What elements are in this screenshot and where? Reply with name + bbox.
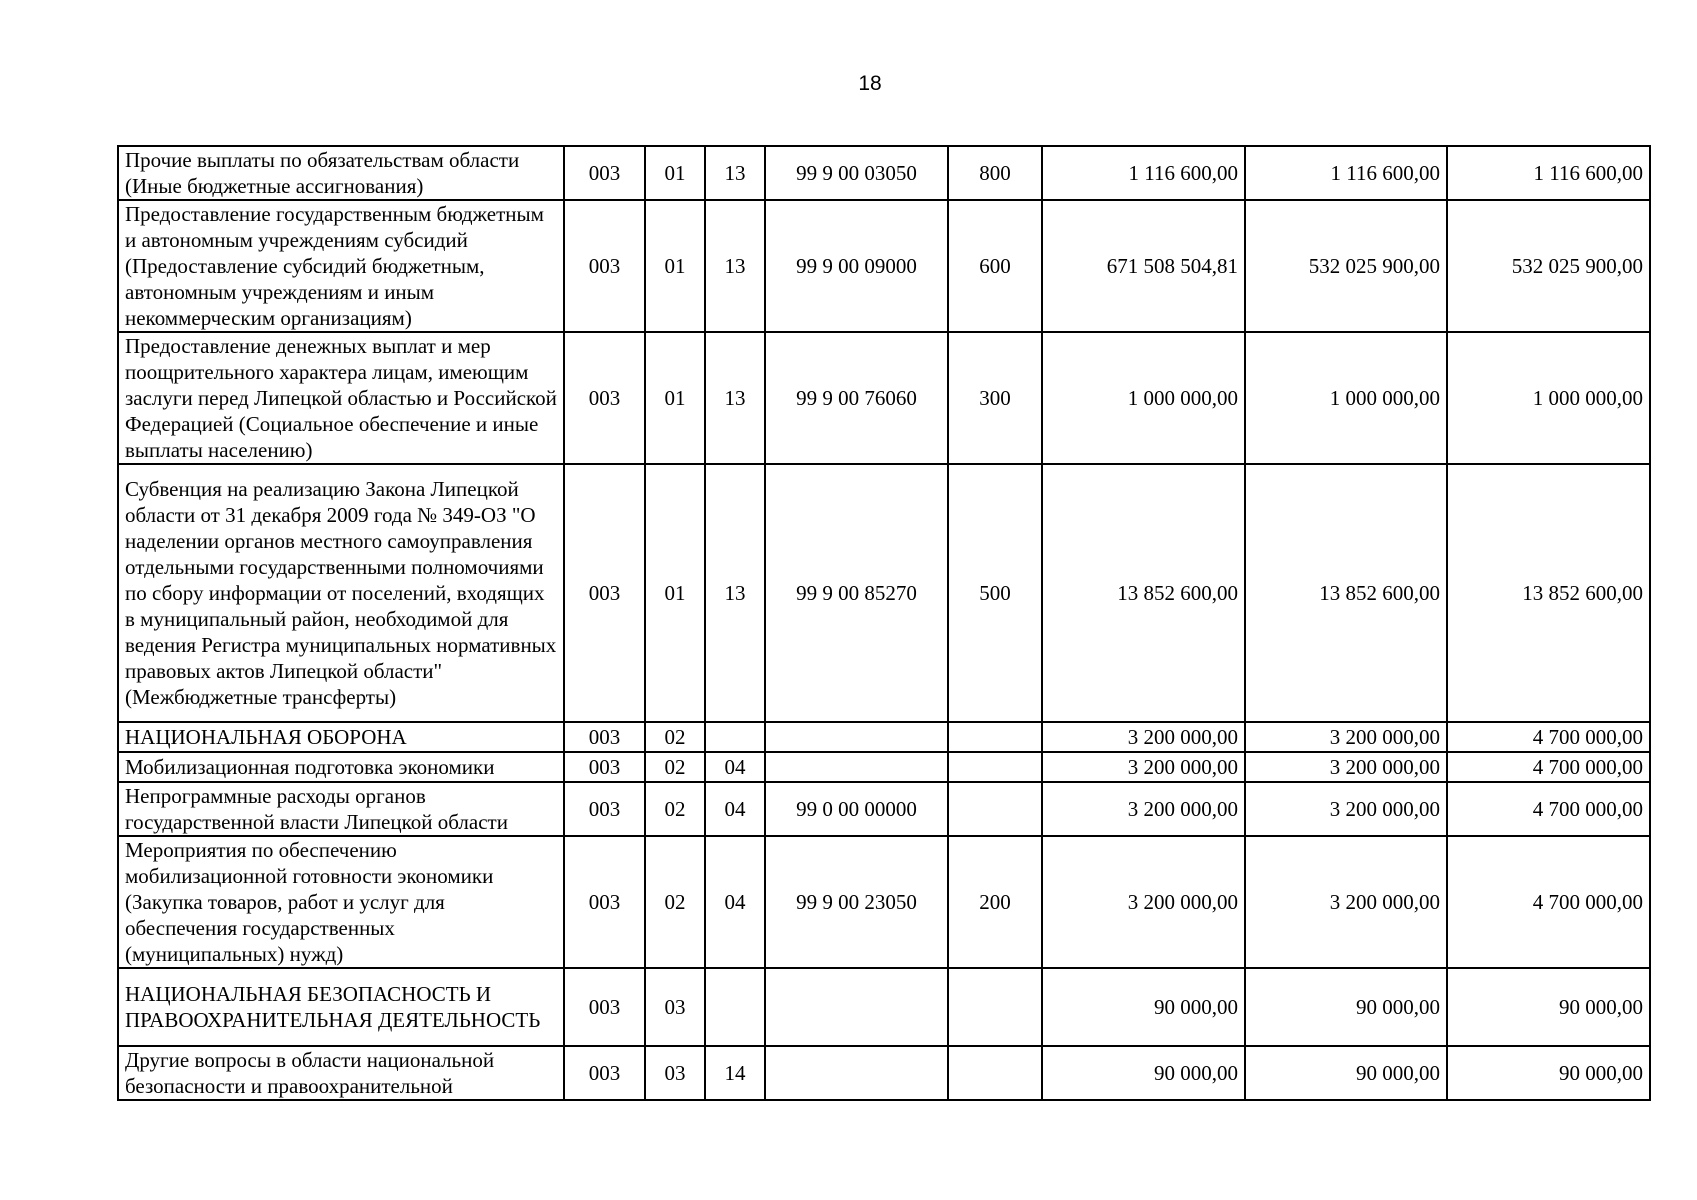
row-sum-1-cell: 3 200 000,00 <box>1042 722 1245 752</box>
row-target-article-cell: 99 9 00 85270 <box>765 464 948 722</box>
row-ved-cell: 003 <box>564 782 645 836</box>
row-subsection-cell: 04 <box>705 836 765 968</box>
page-number: 18 <box>858 72 882 95</box>
row-expense-type-cell <box>948 752 1042 782</box>
row-subsection-cell: 13 <box>705 146 765 200</box>
row-sum-1-cell: 3 200 000,00 <box>1042 782 1245 836</box>
row-target-article-cell: 99 9 00 76060 <box>765 332 948 464</box>
table-row <box>118 200 1650 332</box>
row-name-cell: Мобилизационная подготовка экономики <box>118 752 564 782</box>
row-sum-2-cell: 3 200 000,00 <box>1245 782 1447 836</box>
row-target-article-cell: 99 9 00 03050 <box>765 146 948 200</box>
row-name-cell: Мероприятия по обеспечению мобилизационной готовности экономики (Закупка товаров, работ и услуг для обеспечения государственных (муниципальных) нужд) <box>118 836 564 968</box>
row-sum-3-cell: 1 116 600,00 <box>1447 146 1650 200</box>
table-row <box>118 146 1650 200</box>
row-section-cell: 01 <box>645 332 705 464</box>
row-sum-3-cell: 4 700 000,00 <box>1447 782 1650 836</box>
row-expense-type-cell <box>948 968 1042 1046</box>
table-row <box>118 1046 1650 1100</box>
row-sum-3-cell: 13 852 600,00 <box>1447 464 1650 722</box>
row-name-cell: Субвенция на реализацию Закона Липецкой области от 31 декабря 2009 года № 349-ОЗ "О наделении органов местного самоуправления отдельными государственными полномочиями по сбору информации от поселений, входящих в муниципальный район, необходимой для ведения Регистра муниципальных нормативных правовых актов Липецкой области" (Межбюджетные трансферты) <box>118 464 564 722</box>
row-sum-1-cell: 3 200 000,00 <box>1042 752 1245 782</box>
row-sum-3-cell: 4 700 000,00 <box>1447 836 1650 968</box>
row-sum-3-cell: 532 025 900,00 <box>1447 200 1650 332</box>
row-sum-1-cell: 1 116 600,00 <box>1042 146 1245 200</box>
table-row <box>118 722 1650 752</box>
row-subsection-cell: 13 <box>705 464 765 722</box>
row-ved-cell: 003 <box>564 752 645 782</box>
row-name-cell: Прочие выплаты по обязательствам области (Иные бюджетные ассигнования) <box>118 146 564 200</box>
row-sum-1-cell: 13 852 600,00 <box>1042 464 1245 722</box>
row-section-cell: 02 <box>645 752 705 782</box>
row-section-cell: 02 <box>645 782 705 836</box>
row-subsection-cell: 13 <box>705 332 765 464</box>
table-row <box>118 752 1650 782</box>
row-target-article-cell: 99 9 00 23050 <box>765 836 948 968</box>
row-section-cell: 02 <box>645 836 705 968</box>
row-section-cell: 02 <box>645 722 705 752</box>
row-sum-2-cell: 1 000 000,00 <box>1245 332 1447 464</box>
table-row <box>118 836 1650 968</box>
row-expense-type-cell: 600 <box>948 200 1042 332</box>
row-name-cell: НАЦИОНАЛЬНАЯ ОБОРОНА <box>118 722 564 752</box>
row-ved-cell: 003 <box>564 464 645 722</box>
row-ved-cell: 003 <box>564 968 645 1046</box>
row-subsection-cell: 04 <box>705 752 765 782</box>
row-sum-3-cell: 90 000,00 <box>1447 968 1650 1046</box>
row-section-cell: 01 <box>645 200 705 332</box>
row-sum-2-cell: 90 000,00 <box>1245 1046 1447 1100</box>
row-name-cell: Непрограммные расходы органов государственной власти Липецкой области <box>118 782 564 836</box>
row-section-cell: 01 <box>645 464 705 722</box>
row-name-cell: Предоставление государственным бюджетным и автономным учреждениям субсидий (Предоставление субсидий бюджетным, автономным учреждениям и иным некоммерческим организациям) <box>118 200 564 332</box>
row-expense-type-cell: 500 <box>948 464 1042 722</box>
row-expense-type-cell <box>948 782 1042 836</box>
row-sum-2-cell: 13 852 600,00 <box>1245 464 1447 722</box>
row-sum-1-cell: 671 508 504,81 <box>1042 200 1245 332</box>
row-sum-2-cell: 1 116 600,00 <box>1245 146 1447 200</box>
row-expense-type-cell <box>948 1046 1042 1100</box>
row-target-article-cell: 99 0 00 00000 <box>765 782 948 836</box>
row-ved-cell: 003 <box>564 722 645 752</box>
row-sum-3-cell: 4 700 000,00 <box>1447 752 1650 782</box>
row-target-article-cell <box>765 722 948 752</box>
row-sum-1-cell: 1 000 000,00 <box>1042 332 1245 464</box>
row-subsection-cell <box>705 722 765 752</box>
row-sum-3-cell: 1 000 000,00 <box>1447 332 1650 464</box>
row-subsection-cell: 14 <box>705 1046 765 1100</box>
row-sum-2-cell: 90 000,00 <box>1245 968 1447 1046</box>
row-ved-cell: 003 <box>564 200 645 332</box>
row-name-cell: Предоставление денежных выплат и мер поощрительного характера лицам, имеющим заслуги перед Липецкой областью и Российской Федерацией (Социальное обеспечение и иные выплаты населению) <box>118 332 564 464</box>
row-ved-cell: 003 <box>564 836 645 968</box>
row-ved-cell: 003 <box>564 146 645 200</box>
row-section-cell: 03 <box>645 968 705 1046</box>
row-sum-2-cell: 532 025 900,00 <box>1245 200 1447 332</box>
row-ved-cell: 003 <box>564 1046 645 1100</box>
row-ved-cell: 003 <box>564 332 645 464</box>
row-sum-1-cell: 90 000,00 <box>1042 1046 1245 1100</box>
table-row <box>118 464 1650 722</box>
row-section-cell: 01 <box>645 146 705 200</box>
row-target-article-cell: 99 9 00 09000 <box>765 200 948 332</box>
row-subsection-cell: 13 <box>705 200 765 332</box>
row-target-article-cell <box>765 752 948 782</box>
row-subsection-cell: 04 <box>705 782 765 836</box>
table-row <box>118 968 1650 1046</box>
budget-table <box>117 145 1651 1101</box>
row-sum-2-cell: 3 200 000,00 <box>1245 836 1447 968</box>
table-row <box>118 332 1650 464</box>
row-subsection-cell <box>705 968 765 1046</box>
row-target-article-cell <box>765 1046 948 1100</box>
row-sum-1-cell: 3 200 000,00 <box>1042 836 1245 968</box>
row-section-cell: 03 <box>645 1046 705 1100</box>
row-name-cell: Другие вопросы в области национальной безопасности и правоохранительной <box>118 1046 564 1100</box>
row-expense-type-cell: 800 <box>948 146 1042 200</box>
row-sum-2-cell: 3 200 000,00 <box>1245 752 1447 782</box>
row-sum-2-cell: 3 200 000,00 <box>1245 722 1447 752</box>
row-sum-3-cell: 90 000,00 <box>1447 1046 1650 1100</box>
row-sum-3-cell: 4 700 000,00 <box>1447 722 1650 752</box>
row-expense-type-cell <box>948 722 1042 752</box>
row-sum-1-cell: 90 000,00 <box>1042 968 1245 1046</box>
row-expense-type-cell: 300 <box>948 332 1042 464</box>
row-target-article-cell <box>765 968 948 1046</box>
row-name-cell: НАЦИОНАЛЬНАЯ БЕЗОПАСНОСТЬ И ПРАВООХРАНИТЕЛЬНАЯ ДЕЯТЕЛЬНОСТЬ <box>118 968 564 1046</box>
table-row <box>118 782 1650 836</box>
row-expense-type-cell: 200 <box>948 836 1042 968</box>
